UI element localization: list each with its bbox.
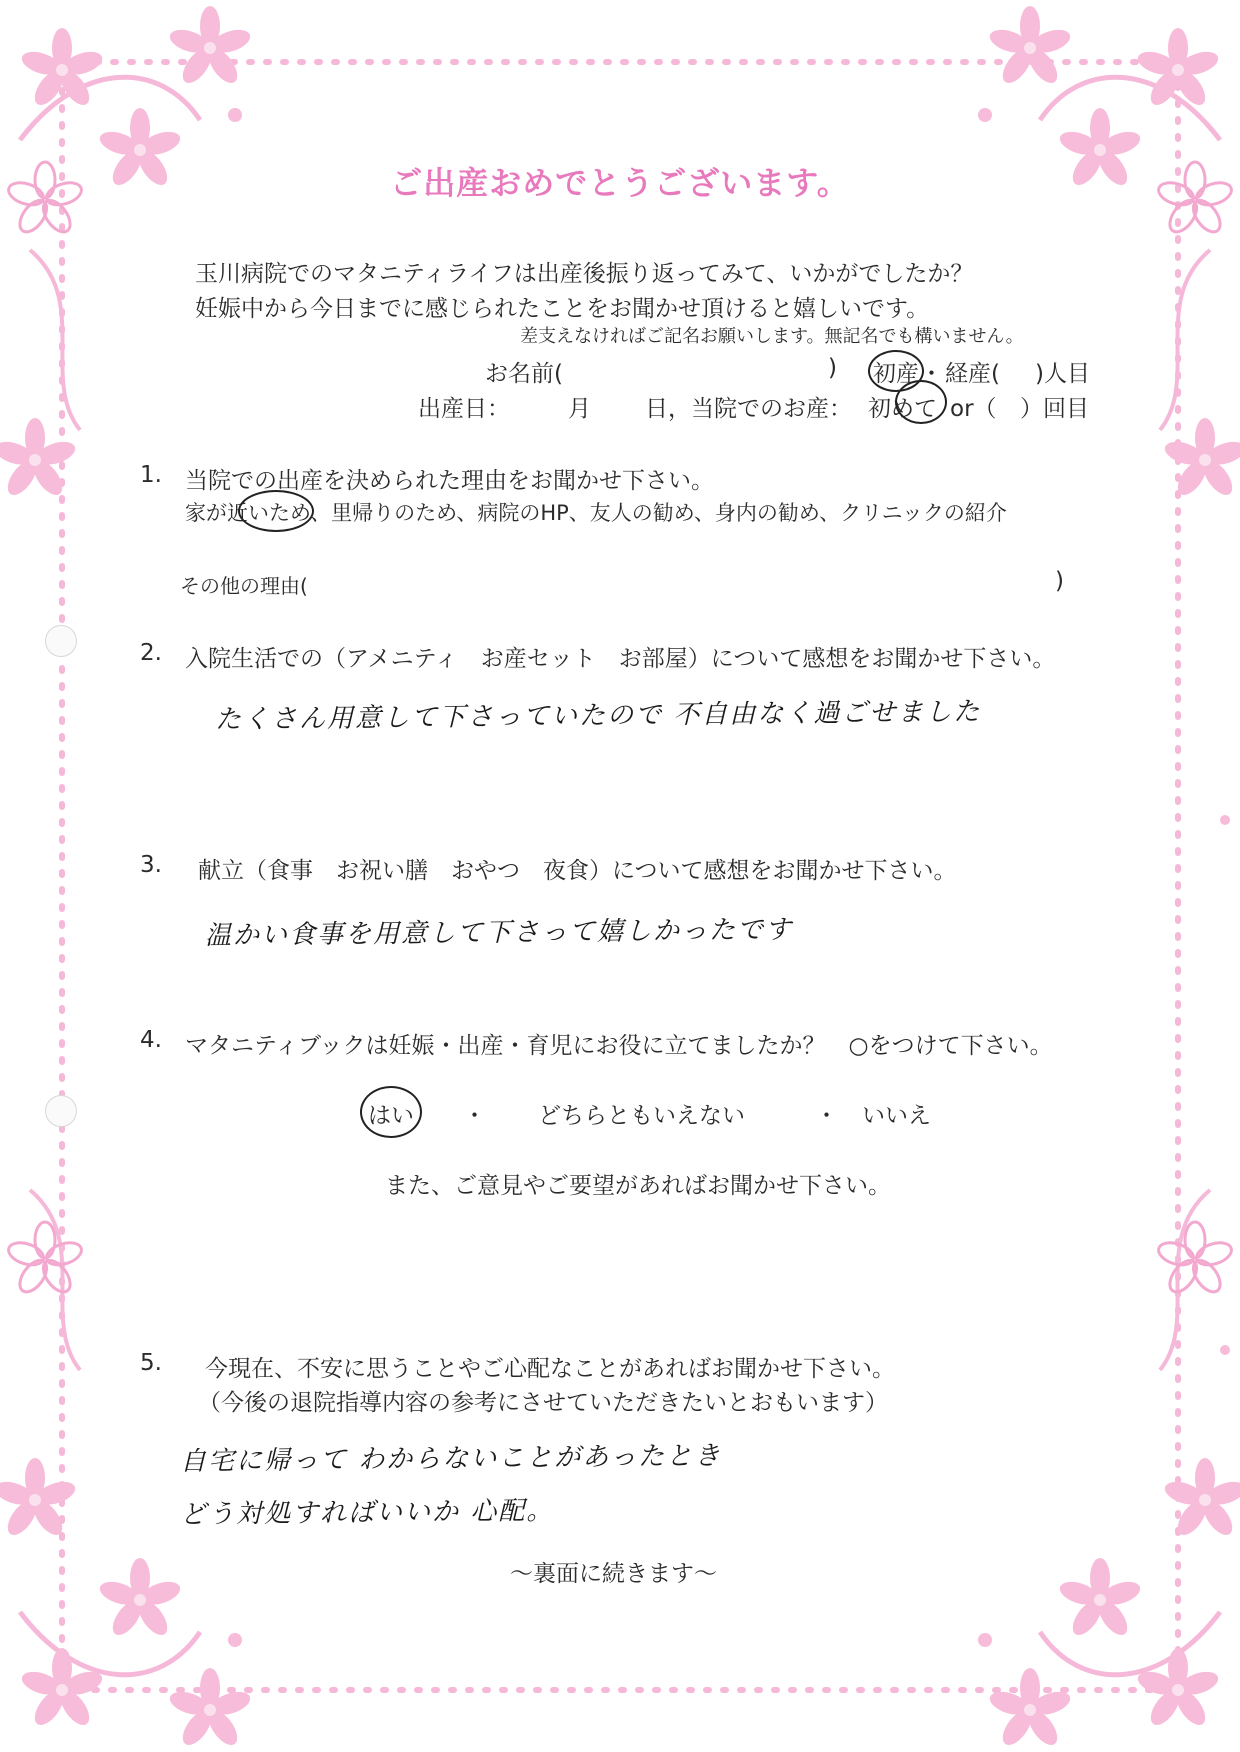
- intro-line-2: 妊娠中から今日までに感じられたことをお聞かせ頂けると嬉しいです。: [195, 296, 930, 322]
- q1-selected-circle: [238, 490, 314, 532]
- q1-other-close: ): [1055, 568, 1064, 594]
- q1-question: 当院での出産を決められた理由をお聞かせ下さい。: [185, 468, 714, 494]
- punch-hole: [45, 625, 77, 657]
- first-birth-option: 初産: [873, 361, 919, 387]
- q4-number: 4.: [140, 1027, 162, 1053]
- q3-number: 3.: [140, 852, 162, 878]
- q4-question: マタニティブックは妊娠・出産・育児にお役に立てましたか？ ○をつけて下さい。: [185, 1033, 1053, 1059]
- multi-birth-option: 経産(: [945, 361, 1000, 387]
- q1-number: 1.: [140, 462, 162, 488]
- q5-handwritten-answer-line-2: どう対処すればいいか 心配。: [179, 1496, 555, 1530]
- q4-option-yes: はい: [368, 1103, 414, 1129]
- or-label: or（: [950, 396, 997, 422]
- first-time-circle: [895, 380, 947, 424]
- birth-day-label: 日，当院でのお産：: [645, 396, 852, 422]
- q4-option-neutral: どちらともいえない: [538, 1103, 745, 1129]
- q3-question: 献立（食事 お祝い膳 おやつ 夜食）について感想をお聞かせ下さい。: [198, 858, 957, 884]
- birth-month-label: 月: [568, 396, 591, 422]
- count-close: ）回目: [1020, 396, 1089, 422]
- multi-birth-close: )人目: [1035, 361, 1090, 387]
- q5-question: 今現在、不安に思うことやご心配なことがあればお聞かせ下さい。: [205, 1356, 895, 1382]
- intro-line-3: 差支えなければご記名お願いします。無記名でも構いません。: [520, 326, 1024, 347]
- q2-question: 入院生活での（アメニティ お産セット お部屋）について感想をお聞かせ下さい。: [185, 646, 1056, 672]
- option-separator: ・: [920, 361, 943, 387]
- q4-separator-1: ・: [463, 1103, 486, 1129]
- q1-options: 家が近いため、里帰りのため、病院のHP、友人の勧め、身内の勧め、クリニックの紹介: [185, 501, 1007, 525]
- q4-separator-2: ・: [815, 1103, 838, 1129]
- q4-yes-circle: [360, 1086, 422, 1138]
- intro-line-1: 玉川病院でのマタニティライフは出産後振り返ってみて、いかがでしたか？: [195, 261, 974, 287]
- first-time-option: 初めて: [868, 396, 937, 422]
- q5-subtext: （今後の退院指導内容の参考にさせていただきたいとおもいます）: [198, 1390, 888, 1416]
- name-label: お名前(: [485, 361, 563, 387]
- q5-handwritten-answer-line-1: 自宅に帰って わからないことがあったとき: [179, 1441, 723, 1477]
- q5-number: 5.: [140, 1350, 162, 1376]
- q1-other-label: その他の理由(: [180, 574, 308, 598]
- birth-date-label: 出産日：: [418, 396, 510, 422]
- q3-handwritten-answer: 温かい食事を用意して下さって嬉しかったです: [204, 914, 794, 952]
- punch-hole: [45, 1095, 77, 1127]
- q2-number: 2.: [140, 640, 162, 666]
- q4-followup: また、ご意見やご要望があればお聞かせ下さい。: [385, 1173, 891, 1199]
- continued-on-back: 〜裏面に続きます〜: [510, 1561, 717, 1587]
- page-title: ご出産おめでとうございます。: [390, 164, 850, 202]
- q2-handwritten-answer: たくさん用意して下さっていたので 不自由なく過ごせました: [214, 696, 982, 736]
- name-close: ): [828, 355, 837, 381]
- q4-option-no: いいえ: [862, 1103, 931, 1129]
